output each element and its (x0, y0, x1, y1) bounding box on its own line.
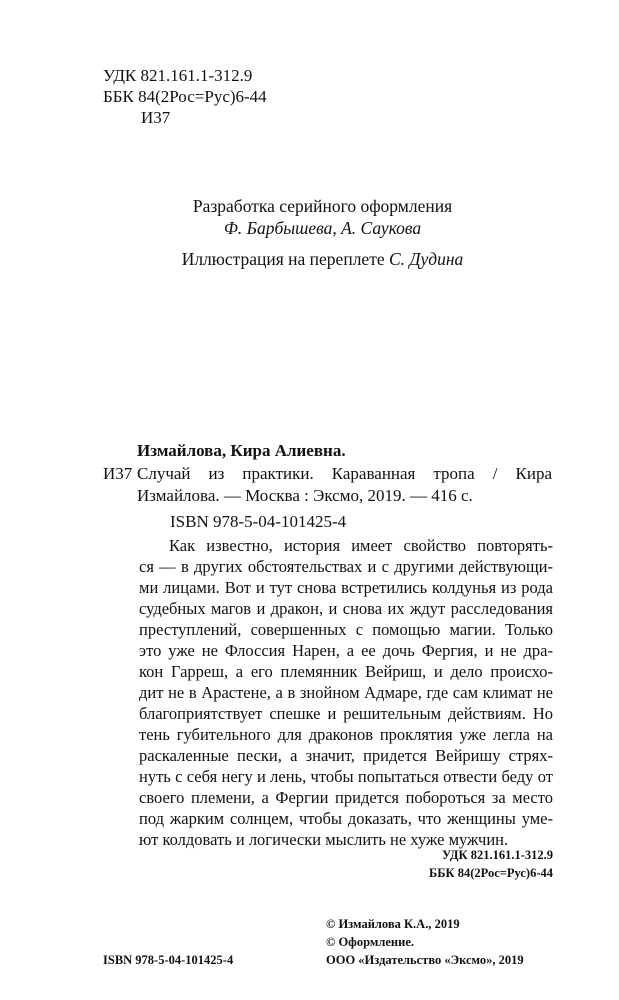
annotation-line: благоприятствует спешке и решительным действиям. Но (139, 704, 553, 723)
bottom-udk-code: УДК 821.161.1-312.9 (442, 848, 553, 862)
catalog-mark: И37 (103, 464, 133, 483)
bottom-isbn: ISBN 978-5-04-101425-4 (103, 953, 234, 967)
annotation-line: под жарким солнцем, чтобы доказать, что женщины уме- (139, 809, 553, 828)
udk-code: УДК 821.161.1-312.9 (103, 66, 253, 85)
annotation-line: ют колдовать и логически мыслить не хуже мужчин. (139, 830, 509, 849)
copyright-publisher: ООО «Издательство «Эксмо», 2019 (326, 953, 524, 967)
copyright-design: © Оформление. (326, 935, 415, 949)
annotation-line: ся — в других обстоятельствах и с другими действующи- (139, 557, 553, 576)
annotation-line: тень губительного для драконов проклятия уже легла на (139, 725, 553, 744)
annotation-line: дит не в Арастене, а в знойном Адмаре, где сам климат не (139, 683, 553, 702)
annotation-line: нуть с себя негу и лень, чтобы попытаться отвести беду от (139, 767, 553, 786)
annotation-line: ми лицами. Вот и тут снова встретились колдунья из рода (139, 578, 553, 597)
series-design-names: Ф. Барбышева, А. Саукова (223, 218, 422, 238)
annotation-line: Как известно, история имеет свойство повторять- (169, 536, 553, 555)
bbk-code: ББК 84(2Рос=Рус)6-44 (103, 87, 267, 106)
cover-illustration-label: Иллюстрация на переплете (181, 249, 385, 269)
annotation (139, 535, 553, 850)
catalog-isbn: ISBN 978-5-04-101425-4 (170, 512, 347, 531)
catalog-title-line-2: Измайлова. — Москва : Эксмо, 2019. — 416 с. (137, 486, 473, 505)
catalog-title-line-1-text: Случай из практики. Караванная тропа / Кира (137, 464, 552, 483)
annotation-line: преступлений, совершенных с помощью магии. Только (139, 620, 553, 639)
catalog-title-line-1 (137, 464, 552, 484)
bottom-bbk-code: ББК 84(2Рос=Рус)6-44 (429, 866, 553, 880)
series-design-label: Разработка серийного оформления (192, 196, 453, 216)
annotation-line: судебных магов и дракон, и снова их ждут расследования (139, 599, 553, 618)
annotation-line: кон Гарреш, а его племянник Вейриш, и дело происхо- (139, 662, 553, 681)
annotation-line: это уже не Флоссия Нарен, а ее дочь Фергия, и не дра- (139, 641, 553, 660)
author-heading: Измайлова, Кира Алиевна. (137, 441, 346, 460)
copyright-author: © Измайлова К.А., 2019 (326, 917, 460, 931)
author-mark: И37 (141, 108, 171, 127)
cover-illustration-name: С. Дудина (388, 249, 464, 269)
annotation-line: раскаленные пески, а значит, придется Вейришу стрях- (139, 746, 553, 765)
cover-illustration-credit (0, 249, 619, 270)
annotation-line: своего племени, а Фергии придется побороться за место (139, 788, 553, 807)
